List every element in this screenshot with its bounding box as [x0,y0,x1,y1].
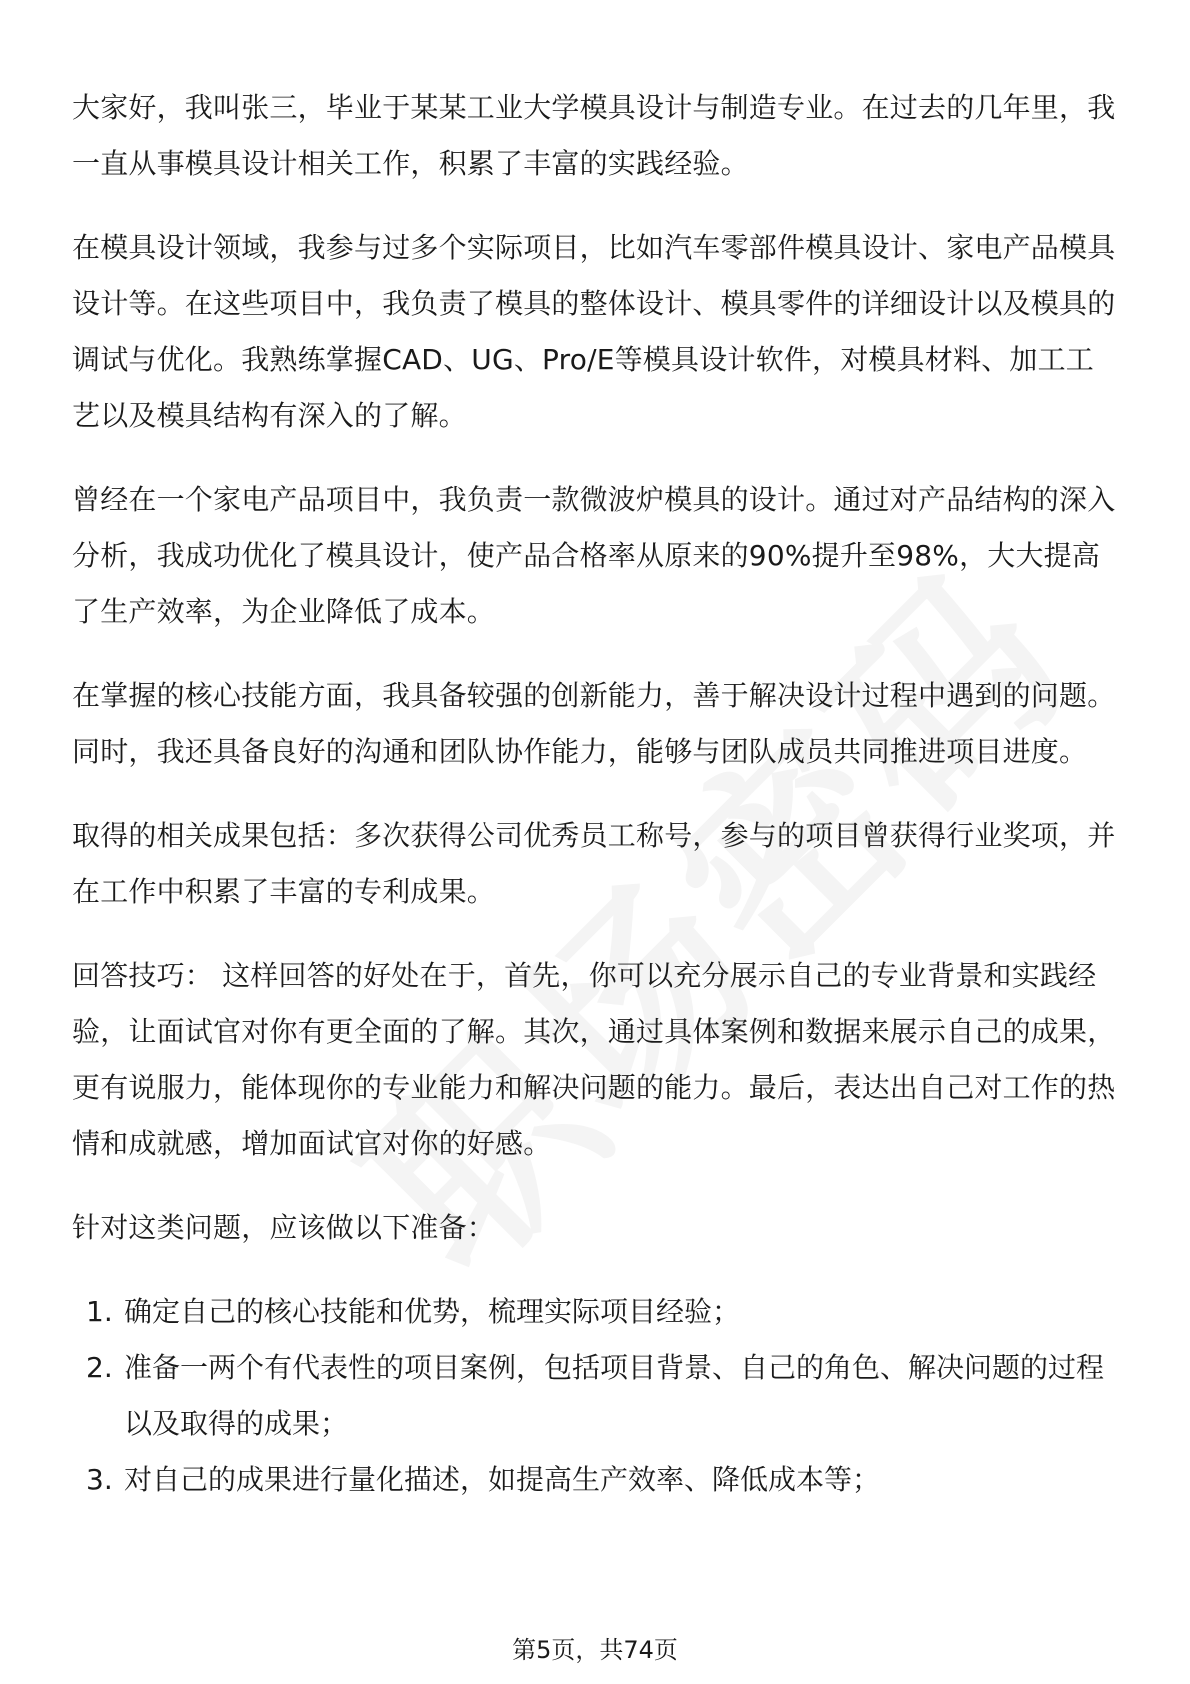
document-body [72,80,1122,1508]
list-item [72,1340,1122,1452]
list-item-text: 确定自己的核心技能和优势，梳理实际项目经验； [124,1295,741,1328]
paragraph-skills: 在掌握的核心技能方面，我具备较强的创新能力，善于解决设计过程中遇到的问题。同时，我还具备良好的沟通和团队协作能力，能够与团队成员共同推进项目进度。 [72,679,1116,768]
paragraph-intro: 大家好，我叫张三，毕业于某某工业大学模具设计与制造专业。在过去的几年里，我一直从事模具设计相关工作，积累了丰富的实践经验。 [72,91,1116,180]
paragraph-case: 曾经在一个家电产品项目中，我负责一款微波炉模具的设计。通过对产品结构的深入分析，我成功优化了模具设计，使产品合格率从原来的90%提升至98%，大大提高了生产效率，为企业降低了成本。 [72,483,1116,628]
paragraph-preparation: 针对这类问题，应该做以下准备： [72,1211,496,1244]
paragraph-tips: 回答技巧： 这样回答的好处在于，首先，你可以充分展示自己的专业背景和实践经验，让面试官对你有更全面的了解。其次，通过具体案例和数据来展示自己的成果，更有说服力，能体现你的专业能力和解决问题的能力。最后，表达出自己对工作的热情和成就感，增加面试官对你的好感。 [72,959,1116,1160]
page-footer: 第5页，共74页 [512,1636,678,1664]
list-item [72,1284,1122,1340]
list-item-text: 对自己的成果进行量化描述，如提高生产效率、降低成本等； [124,1463,881,1496]
preparation-list [72,1284,1122,1508]
list-item-number: 2. [86,1351,113,1384]
list-item-text: 准备一两个有代表性的项目案例，包括项目背景、自己的角色、解决问题的过程以及取得的成果； [124,1351,1105,1440]
list-item [72,1452,1122,1508]
list-item-number: 1. [86,1295,113,1328]
paragraph-achievements: 取得的相关成果包括：多次获得公司优秀员工称号，参与的项目曾获得行业奖项，并在工作中积累了丰富的专利成果。 [72,819,1116,908]
paragraph-projects: 在模具设计领域，我参与过多个实际项目，比如汽车零部件模具设计、家电产品模具设计等。在这些项目中，我负责了模具的整体设计、模具零件的详细设计以及模具的调试与优化。我熟练掌握CAD、UG、Pro/E等模具设计软件，对模具材料、加工工艺以及模具结构有深入的了解。 [72,231,1116,432]
list-item-number: 3. [86,1463,113,1496]
